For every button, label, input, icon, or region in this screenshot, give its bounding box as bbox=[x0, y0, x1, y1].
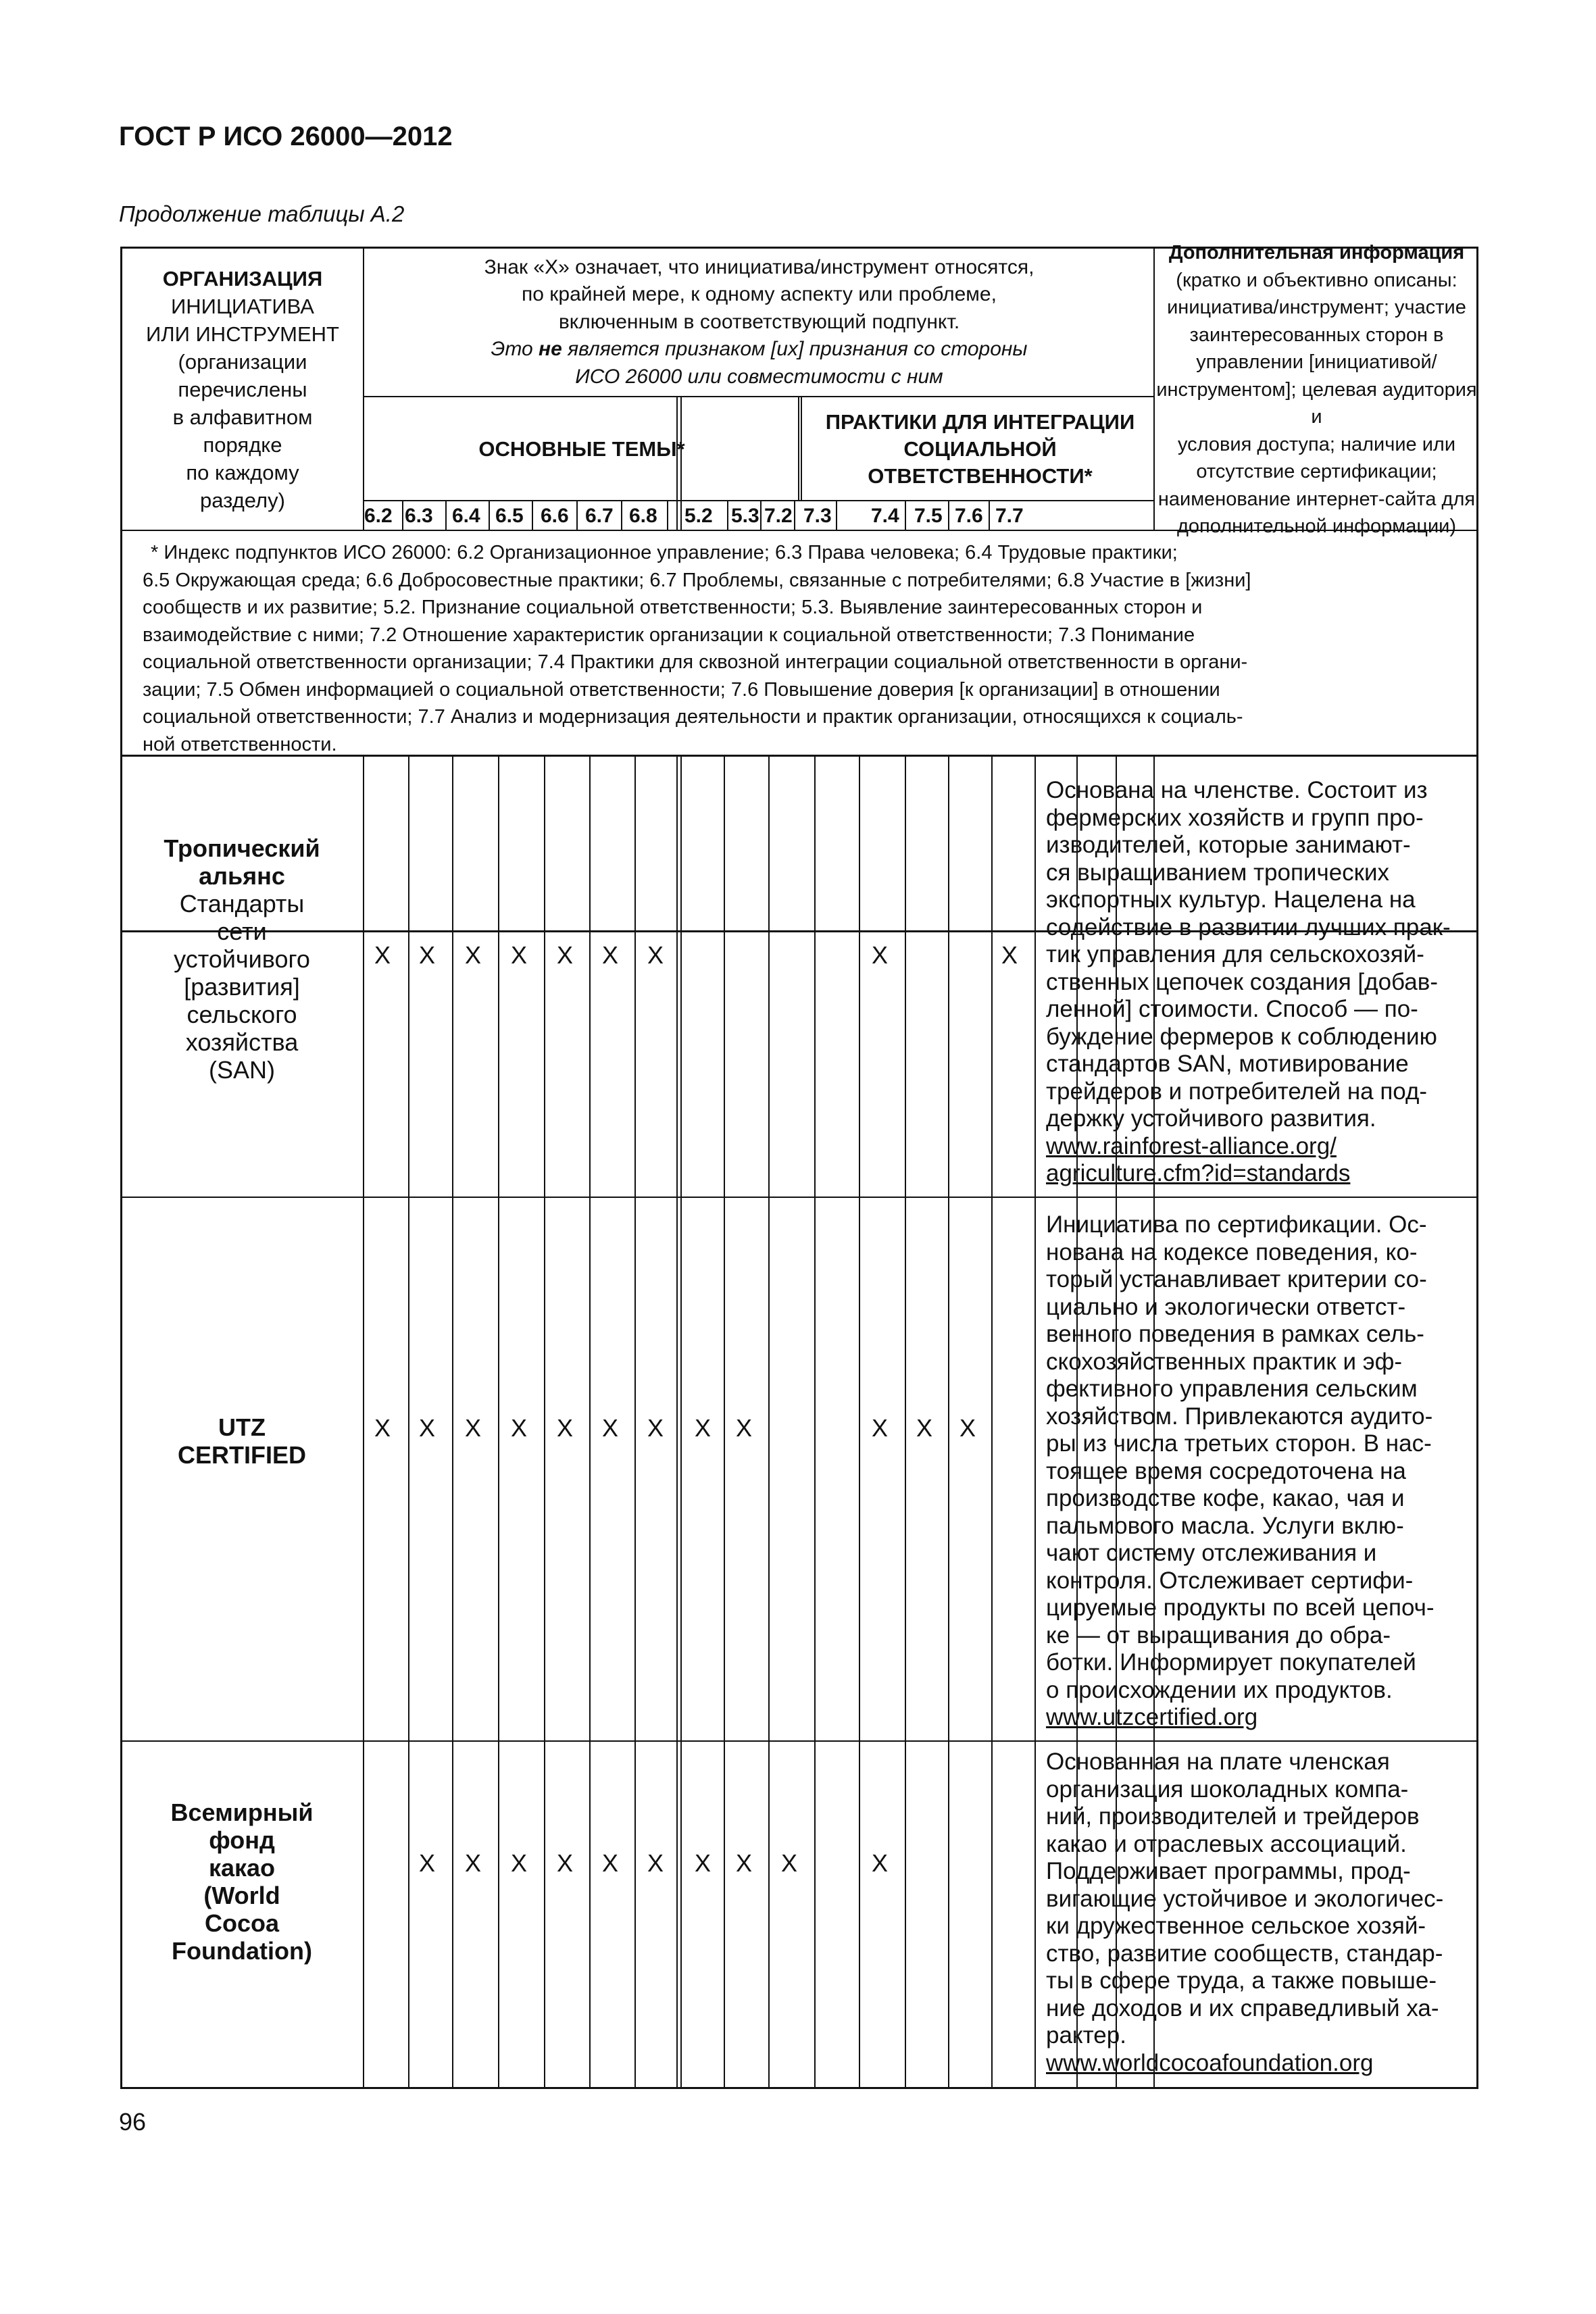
info-line: чают систему отслеживания и bbox=[1046, 1540, 1377, 1566]
info-line: вигающие устойчивое и экологичес- bbox=[1046, 1885, 1444, 1912]
info-line: Основанная на плате членская bbox=[1046, 1749, 1390, 1775]
info-line: экспортных культур. Нацелена на bbox=[1046, 886, 1416, 913]
website-link[interactable]: agriculture.cfm?id=standards bbox=[1046, 1160, 1351, 1186]
add-info-line: инициатива/инструмент; участие bbox=[1167, 297, 1466, 319]
code-cell: 6.5 bbox=[495, 505, 524, 527]
x-note-italic-line: ИСО 26000 или совместимости с ним bbox=[575, 365, 943, 388]
x-mark: X bbox=[418, 1849, 435, 1877]
code-cell: 7.5 bbox=[914, 505, 943, 527]
footnote-line: социальной ответственности; 7.7 Анализ и модернизация деятельности и практик организации, относящихся к социаль- bbox=[143, 706, 1243, 728]
x-note-italic bbox=[491, 336, 1028, 363]
x-note-line: по крайней мере, к одному аспекту или проблеме, bbox=[522, 283, 997, 306]
code-cell: 7.3 bbox=[803, 505, 832, 527]
info-line: ние доходов и их справедливый ха- bbox=[1046, 1994, 1439, 2021]
code-cell: 6.2 bbox=[364, 505, 393, 527]
x-mark: X bbox=[556, 941, 573, 969]
info-line: цируемые продукты по всей цепоч- bbox=[1046, 1594, 1435, 1621]
info-line: трейдеров и потребителей на под- bbox=[1046, 1078, 1428, 1105]
org-name-line: хозяйства bbox=[185, 1028, 299, 1056]
x-mark: X bbox=[464, 1849, 481, 1877]
website-link[interactable]: www.utzcertified.org bbox=[1046, 1704, 1258, 1730]
x-mark: X bbox=[374, 1414, 391, 1442]
footnote-line: зации; 7.5 Обмен информацией о социальной ответственности; 7.6 Повышение доверия [к организации] в отношении bbox=[143, 678, 1220, 701]
info-line: Поддерживает программы, прод- bbox=[1046, 1858, 1411, 1884]
org-name-utz bbox=[123, 1413, 361, 1469]
info-line: Инициатива по сертификации. Ос- bbox=[1046, 1211, 1427, 1238]
org-col-line: ИЛИ ИНСТРУМЕНТ bbox=[146, 322, 339, 346]
x-mark: X bbox=[418, 941, 435, 969]
x-mark: X bbox=[780, 1849, 797, 1877]
info-line: фективного управления сельским bbox=[1046, 1376, 1418, 1402]
info-world-cocoa-foundation bbox=[1046, 1749, 1465, 2077]
org-col-line: ИНИЦИАТИВА bbox=[171, 295, 314, 318]
x-note-italic-bold: не bbox=[539, 338, 562, 361]
org-name-line: Тропический bbox=[164, 834, 320, 862]
practices-line: СОЦИАЛЬНОЙ bbox=[903, 437, 1057, 461]
org-column-header bbox=[122, 249, 363, 530]
add-info-line: отсутствие сертификации; bbox=[1196, 461, 1437, 483]
code-cell: 7.2 bbox=[764, 505, 793, 527]
info-line: содействие в развитии лучших прак- bbox=[1046, 913, 1451, 940]
x-mark: X bbox=[510, 1414, 527, 1442]
info-line: ственных цепочек создания [добав- bbox=[1046, 968, 1438, 995]
info-line: какао и отраслевых ассоциаций. bbox=[1046, 1830, 1407, 1857]
org-col-line: разделу) bbox=[200, 488, 285, 512]
footnote-line: * Индекс подпунктов ИСО 26000: 6.2 Организационное управление; 6.3 Права человека; 6.4 Трудовые практики; bbox=[151, 542, 1178, 563]
x-mark: X bbox=[556, 1849, 573, 1877]
info-line: тоящее время сосредоточена на bbox=[1046, 1457, 1406, 1484]
table-continuation-label: Продолжение таблицы А.2 bbox=[119, 201, 405, 226]
x-mark: X bbox=[871, 941, 888, 969]
info-line: нована на кодексе поведения, ко- bbox=[1046, 1238, 1418, 1265]
org-name-line: устойчивого bbox=[174, 945, 310, 973]
info-line: венного поведения в рамках сель- bbox=[1046, 1321, 1424, 1347]
info-line: ся выращиванием тропических bbox=[1046, 859, 1390, 886]
subclause-codes bbox=[122, 501, 1156, 531]
info-line: о происхождении их продуктов. bbox=[1046, 1676, 1393, 1703]
x-note-italic-pre: Это bbox=[491, 338, 533, 361]
x-mark: X bbox=[959, 1414, 976, 1442]
info-line: пальмового масла. Услуги вклю- bbox=[1046, 1512, 1404, 1539]
org-name-line: CERTIFIED bbox=[177, 1441, 306, 1469]
info-line: Основана на членстве. Состоит из bbox=[1046, 777, 1428, 803]
website-link[interactable]: www.rainforest-alliance.org/ bbox=[1046, 1132, 1337, 1159]
info-line: ство, развитие сообществ, стандар- bbox=[1046, 1940, 1443, 1967]
add-info-line: дополнительной информации) bbox=[1177, 515, 1456, 538]
x-note-italic-post: является признаком [их] признания со стороны bbox=[568, 338, 1028, 361]
footnote-line: ной ответственности. bbox=[143, 733, 337, 755]
info-line: ботки. Информирует покупателей bbox=[1046, 1649, 1416, 1676]
code-cell: 7.7 bbox=[995, 505, 1024, 527]
footnote-line: взаимодействие с ними; 7.2 Отношение характеристик организации к социальной ответственности; 7.3 Понимание bbox=[143, 624, 1195, 646]
add-info-line: инструментом]; целевая аудитория и bbox=[1156, 378, 1477, 428]
info-line: торый устанавливает критерии со- bbox=[1046, 1266, 1427, 1292]
x-mark: X bbox=[647, 941, 664, 969]
info-line: изводителей, которые занимают- bbox=[1046, 832, 1411, 858]
x-mark: X bbox=[374, 941, 391, 969]
info-line: циально и экологически ответст- bbox=[1046, 1293, 1406, 1320]
practices-line: ПРАКТИКИ ДЛЯ ИНТЕГРАЦИИ bbox=[825, 410, 1135, 434]
footnote-line: социальной ответственности организации; 7.4 Практики для сквозной интеграции социальной ответственности в органи- bbox=[143, 651, 1248, 673]
x-mark: X bbox=[1001, 941, 1018, 969]
add-info-line: заинтересованных сторон в bbox=[1189, 324, 1444, 346]
info-line: рактер. bbox=[1046, 2022, 1126, 2048]
x-mark: X bbox=[735, 1849, 752, 1877]
x-mark: X bbox=[871, 1414, 888, 1442]
x-mark: X bbox=[464, 941, 481, 969]
x-mark: X bbox=[647, 1414, 664, 1442]
practices-line: ОТВЕТСТВЕННОСТИ* bbox=[868, 464, 1093, 488]
add-info-line: управлении [инициативой/ bbox=[1196, 351, 1437, 374]
org-col-line: перечислены bbox=[178, 378, 307, 401]
info-line: организация шоколадных компа- bbox=[1046, 1776, 1409, 1803]
info-line: ленной] стоимости. Способ — по- bbox=[1046, 996, 1418, 1022]
info-line: ки дружественное сельское хозяй- bbox=[1046, 1913, 1426, 1939]
x-mark: X bbox=[510, 1849, 527, 1877]
info-line: ты в сфере труда, а также повыше- bbox=[1046, 1967, 1437, 1994]
org-name-tropical-alliance bbox=[123, 834, 361, 1084]
org-name-line: сельского bbox=[186, 1001, 297, 1028]
org-col-line: порядке bbox=[203, 433, 282, 457]
x-note-line: Знак «Х» означает, что инициатива/инструмент относятся, bbox=[484, 255, 1034, 278]
x-mark: X bbox=[694, 1849, 711, 1877]
code-cell: 5.2 bbox=[684, 505, 713, 527]
info-line: держку устойчивого развития. bbox=[1046, 1105, 1376, 1132]
x-mark: X bbox=[647, 1849, 664, 1877]
footnote-line: сообществ и их развитие; 5.2. Признание социальной ответственности; 5.3. Выявление заинтересованных сторон и bbox=[143, 597, 1203, 618]
additional-info-header bbox=[1156, 242, 1477, 538]
info-line: буждение фермеров к соблюдению bbox=[1046, 1023, 1437, 1050]
org-name-line: сети bbox=[217, 917, 267, 945]
x-mark: X bbox=[735, 1414, 752, 1442]
org-col-title: ОРГАНИЗАЦИЯ bbox=[162, 267, 323, 291]
code-cell: 7.4 bbox=[871, 505, 899, 527]
x-mark: X bbox=[510, 941, 527, 969]
code-cell: 7.6 bbox=[955, 505, 983, 527]
x-mark: X bbox=[464, 1414, 481, 1442]
info-utz bbox=[1046, 1211, 1465, 1732]
code-cell: 6.7 bbox=[585, 505, 614, 527]
org-name-world-cocoa-foundation bbox=[123, 1799, 361, 1965]
org-name-line: фонд bbox=[209, 1826, 275, 1854]
info-tropical-alliance bbox=[1046, 777, 1465, 1188]
page-number: 96 bbox=[119, 2108, 147, 2136]
add-info-title: Дополнительная информация bbox=[1168, 242, 1465, 264]
org-name-line: Foundation) bbox=[172, 1937, 312, 1965]
org-col-line: в алфавитном bbox=[172, 405, 313, 429]
x-mark: X bbox=[916, 1414, 932, 1442]
org-col-line: (организации bbox=[178, 350, 307, 374]
org-name-line: UTZ bbox=[218, 1413, 266, 1441]
org-col-line: по каждому bbox=[186, 461, 299, 484]
org-name-line: Всемирный bbox=[170, 1799, 314, 1826]
info-line: ры из числа третьих сторон. В нас- bbox=[1046, 1430, 1432, 1457]
x-mark: X bbox=[601, 1414, 618, 1442]
org-name-line: какао bbox=[208, 1854, 276, 1882]
info-line: производстве кофе, какао, чая и bbox=[1046, 1485, 1405, 1511]
practices-header bbox=[806, 399, 1154, 500]
core-subjects-header: ОСНОВНЫЕ ТЕМЫ* bbox=[478, 437, 685, 461]
info-line: контроля. Отслеживает сертифи- bbox=[1046, 1567, 1414, 1594]
info-line: скохозяйственных практик и эф- bbox=[1046, 1348, 1403, 1375]
x-mark: X bbox=[694, 1414, 711, 1442]
info-line: ний, производителей и трейдеров bbox=[1046, 1803, 1420, 1830]
add-info-line: наименование интернет-сайта для bbox=[1157, 488, 1476, 510]
org-name-line: Cocoa bbox=[204, 1909, 280, 1937]
code-cell: 6.6 bbox=[541, 505, 569, 527]
x-mark: X bbox=[871, 1849, 888, 1877]
info-line: тик управления для сельскохозяй- bbox=[1046, 941, 1424, 967]
add-info-line: (кратко и объективно описаны: bbox=[1176, 269, 1457, 291]
document-header: ГОСТ Р ИСО 26000—2012 bbox=[119, 122, 453, 151]
x-mark: X bbox=[556, 1414, 573, 1442]
add-info-line: условия доступа; наличие или bbox=[1177, 433, 1456, 455]
code-cell: 6.8 bbox=[629, 505, 657, 527]
website-link[interactable]: www.worldcocoafoundation.org bbox=[1046, 2049, 1374, 2076]
info-line: ке — от выращивания до обра- bbox=[1046, 1621, 1391, 1649]
code-cell: 6.3 bbox=[405, 505, 433, 527]
org-name-line: (SAN) bbox=[209, 1056, 275, 1084]
org-name-line: Стандарты bbox=[179, 890, 305, 917]
code-cell: 5.3 bbox=[731, 505, 759, 527]
footnote-line: 6.5 Окружающая среда; 6.6 Добросовестные практики; 6.7 Проблемы, связанные с потребителями; 6.8 Участие в [жизни] bbox=[143, 569, 1251, 591]
info-line: фермерских хозяйств и групп про- bbox=[1046, 804, 1424, 831]
x-mark: X bbox=[418, 1414, 435, 1442]
org-name-line: альянс bbox=[199, 862, 285, 890]
x-mark-note bbox=[366, 251, 1153, 393]
org-name-line: (World bbox=[203, 1882, 280, 1909]
info-line: стандартов SAN, мотивирование bbox=[1046, 1051, 1409, 1077]
x-note-line: включенным в соответствующий подпункт. bbox=[558, 310, 960, 333]
info-line: хозяйством. Привлекаются аудито- bbox=[1046, 1403, 1433, 1430]
x-mark: X bbox=[601, 1849, 618, 1877]
org-name-line: [развития] bbox=[184, 973, 300, 1001]
x-mark: X bbox=[601, 941, 618, 969]
code-cell: 6.4 bbox=[452, 505, 480, 527]
